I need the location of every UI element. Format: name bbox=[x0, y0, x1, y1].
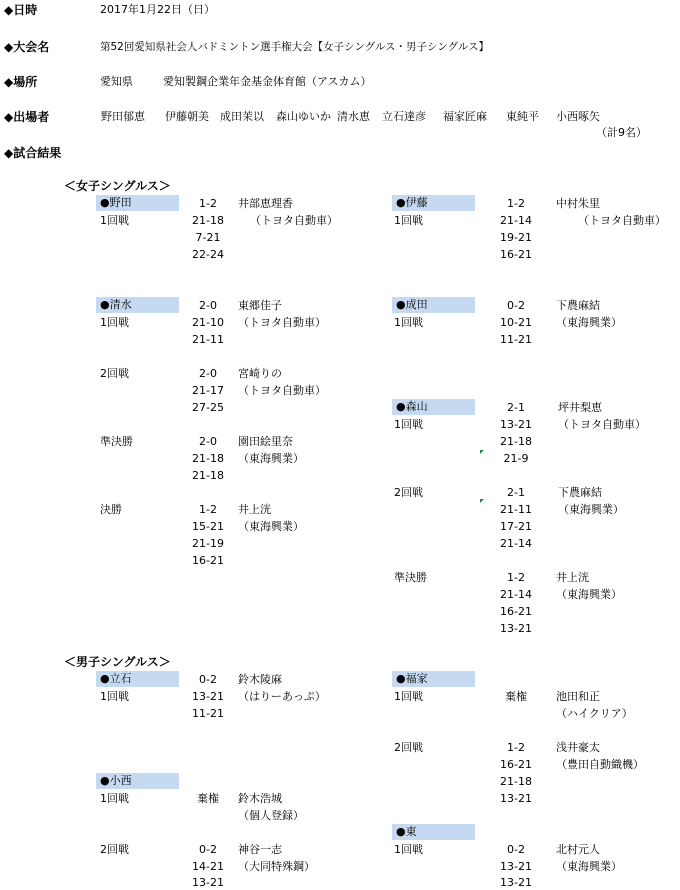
round-label: 1回戦 bbox=[100, 792, 129, 805]
game-score: 21-18 bbox=[192, 452, 224, 465]
opponent-name: 井上洸 bbox=[238, 503, 271, 516]
player-entry: 東純平 bbox=[506, 110, 539, 123]
venue-name: 愛知製鋼企業年金基金体育館（アスカム） bbox=[163, 75, 372, 88]
opponent-team: （トヨタ自動車） bbox=[238, 316, 326, 329]
game-score: 21-9 bbox=[503, 452, 529, 465]
round-label: 1回戦 bbox=[100, 214, 129, 227]
match-result: 棄権 bbox=[505, 690, 527, 703]
opponent-name: 井部恵理香 bbox=[238, 197, 293, 210]
round-label: 準決勝 bbox=[100, 435, 133, 448]
player-entry: 立石達彦 bbox=[382, 110, 426, 123]
date-value: 2017年1月22日（日） bbox=[100, 3, 215, 16]
player-band-narita: ●成田 bbox=[392, 297, 475, 313]
round-label: 1回戦 bbox=[394, 214, 423, 227]
game-score: 13-21 bbox=[500, 418, 532, 431]
match-result: 2-0 bbox=[199, 367, 217, 380]
match-result: 1-2 bbox=[507, 741, 525, 754]
opponent-name: 坪井梨恵 bbox=[558, 401, 602, 414]
results-label: ◆試合結果 bbox=[4, 146, 62, 160]
players-label: ◆出場者 bbox=[4, 110, 50, 124]
player-band-ito: ●伊藤 bbox=[392, 195, 475, 211]
game-score: 16-21 bbox=[500, 758, 532, 771]
match-result: 2-1 bbox=[507, 486, 525, 499]
opponent-name: 東郷佳子 bbox=[238, 299, 282, 312]
event-value: 第52回愛知県社会人バドミントン選手権大会【女子シングルス・男子シングルス】 bbox=[100, 41, 489, 53]
game-score: 21-18 bbox=[192, 214, 224, 227]
game-score: 21-18 bbox=[500, 775, 532, 788]
opponent-name: 池田和正 bbox=[556, 690, 600, 703]
round-label: 1回戦 bbox=[100, 316, 129, 329]
opponent-team: （トヨタ自動車） bbox=[250, 214, 338, 227]
men-section-title: ＜男子シングルス＞ bbox=[64, 655, 171, 669]
round-label: 1回戦 bbox=[100, 690, 129, 703]
opponent-team: （東海興業） bbox=[238, 452, 304, 465]
player-band-konishi: ●小西 bbox=[96, 773, 179, 789]
game-score: 11-21 bbox=[192, 707, 224, 720]
game-score: 10-21 bbox=[500, 316, 532, 329]
opponent-team: （トヨタ自動車） bbox=[238, 384, 326, 397]
players-total: （計9名） bbox=[596, 126, 647, 139]
player-entry: 森山ゆいか bbox=[276, 110, 331, 123]
opponent-team: （東海興業） bbox=[238, 520, 304, 533]
game-score: 13-21 bbox=[192, 690, 224, 703]
event-label: ◆大会名 bbox=[4, 40, 50, 54]
opponent-name: 鈴木浩城 bbox=[238, 792, 282, 805]
round-label: 2回戦 bbox=[394, 486, 423, 499]
opponent-name: 北村元人 bbox=[556, 843, 600, 856]
opponent-name: 神谷一志 bbox=[238, 843, 282, 856]
opponent-name: 井上洸 bbox=[556, 571, 589, 584]
opponent-team: （豊田自動織機） bbox=[556, 758, 644, 771]
opponent-team: （ハイクリア） bbox=[556, 707, 633, 720]
round-label: 1回戦 bbox=[394, 316, 423, 329]
game-score: 13-21 bbox=[500, 876, 532, 889]
cell-comment-marker bbox=[480, 499, 484, 503]
player-band-higashi: ●東 bbox=[392, 824, 475, 840]
game-score: 27-25 bbox=[192, 401, 224, 414]
match-result: 2-0 bbox=[199, 299, 217, 312]
game-score: 21-18 bbox=[500, 435, 532, 448]
opponent-name: 下農麻結 bbox=[556, 299, 600, 312]
venue-prefecture: 愛知県 bbox=[100, 75, 133, 88]
game-score: 21-14 bbox=[500, 588, 532, 601]
game-score: 17-21 bbox=[500, 520, 532, 533]
opponent-name: 中村朱里 bbox=[556, 197, 600, 210]
opponent-team: （トヨタ自動車） bbox=[578, 214, 666, 227]
opponent-team: （個人登録） bbox=[238, 809, 304, 822]
game-score: 22-24 bbox=[192, 248, 224, 261]
game-score: 16-21 bbox=[500, 605, 532, 618]
venue-label: ◆場所 bbox=[4, 75, 38, 89]
match-result: 2-1 bbox=[507, 401, 525, 414]
game-score: 21-14 bbox=[500, 214, 532, 227]
game-score: 13-21 bbox=[500, 622, 532, 635]
player-band-tateishi: ●立石 bbox=[96, 671, 179, 687]
game-score: 16-21 bbox=[500, 248, 532, 261]
match-result: 0-2 bbox=[199, 673, 217, 686]
women-section-title: ＜女子シングルス＞ bbox=[64, 179, 171, 193]
player-entry: 福家匠麻 bbox=[443, 110, 487, 123]
opponent-team: （はりーあっぷ） bbox=[238, 690, 326, 703]
round-label: 2回戦 bbox=[100, 367, 129, 380]
opponent-name: 鈴木陵麻 bbox=[238, 673, 282, 686]
game-score: 13-21 bbox=[500, 792, 532, 805]
cell-comment-marker bbox=[480, 450, 484, 454]
game-score: 21-11 bbox=[192, 333, 224, 346]
opponent-team: （東海興業） bbox=[556, 316, 622, 329]
match-result: 1-2 bbox=[507, 571, 525, 584]
opponent-name: 園田絵里奈 bbox=[238, 435, 293, 448]
game-score: 11-21 bbox=[500, 333, 532, 346]
player-band-moriyama: ●森山 bbox=[392, 399, 475, 415]
game-score: 21-10 bbox=[192, 316, 224, 329]
round-label: 1回戦 bbox=[394, 690, 423, 703]
game-score: 14-21 bbox=[192, 860, 224, 873]
player-band-noda: ●野田 bbox=[96, 195, 179, 211]
opponent-team: （東海興業） bbox=[558, 503, 624, 516]
round-label: 1回戦 bbox=[394, 418, 423, 431]
player-entry: 清水恵 bbox=[337, 110, 370, 123]
round-label: 2回戦 bbox=[394, 741, 423, 754]
game-score: 13-21 bbox=[500, 860, 532, 873]
match-result: 棄権 bbox=[197, 792, 219, 805]
game-score: 21-14 bbox=[500, 537, 532, 550]
opponent-team: （大同特殊鋼） bbox=[238, 860, 315, 873]
opponent-team: （東海興業） bbox=[556, 860, 622, 873]
player-entry: 成田茉以 bbox=[220, 110, 264, 123]
player-entry: 小西啄矢 bbox=[556, 110, 600, 123]
player-entry: 伊藤朝美 bbox=[165, 110, 209, 123]
round-label: 1回戦 bbox=[394, 843, 423, 856]
game-score: 21-18 bbox=[192, 469, 224, 482]
round-label: 決勝 bbox=[100, 503, 122, 516]
game-score: 19-21 bbox=[500, 231, 532, 244]
game-score: 21-11 bbox=[500, 503, 532, 516]
game-score: 21-19 bbox=[192, 537, 224, 550]
match-result: 0-2 bbox=[507, 843, 525, 856]
player-band-fuke: ●福家 bbox=[392, 671, 475, 687]
game-score: 15-21 bbox=[192, 520, 224, 533]
player-band-shimizu: ●清水 bbox=[96, 297, 179, 313]
opponent-name: 下農麻結 bbox=[558, 486, 602, 499]
match-result: 1-2 bbox=[507, 197, 525, 210]
game-score: 16-21 bbox=[192, 554, 224, 567]
round-label: 2回戦 bbox=[100, 843, 129, 856]
game-score: 13-21 bbox=[192, 876, 224, 889]
opponent-name: 宮崎りの bbox=[238, 367, 282, 380]
match-result: 1-2 bbox=[199, 503, 217, 516]
match-result: 2-0 bbox=[199, 435, 217, 448]
player-entry: 野田郁恵 bbox=[101, 110, 145, 123]
round-label: 準決勝 bbox=[394, 571, 427, 584]
match-result: 0-2 bbox=[199, 843, 217, 856]
match-result: 1-2 bbox=[199, 197, 217, 210]
opponent-name: 浅井豪太 bbox=[556, 741, 600, 754]
opponent-team: （東海興業） bbox=[556, 588, 622, 601]
game-score: 7-21 bbox=[195, 231, 221, 244]
date-label: ◆日時 bbox=[4, 3, 38, 17]
opponent-team: （トヨタ自動車） bbox=[558, 418, 646, 431]
game-score: 21-17 bbox=[192, 384, 224, 397]
match-result: 0-2 bbox=[507, 299, 525, 312]
